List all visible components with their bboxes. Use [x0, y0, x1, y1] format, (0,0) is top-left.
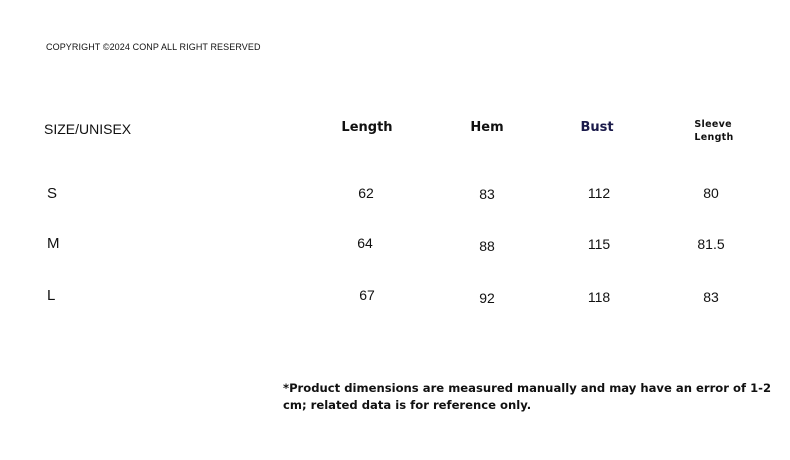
table-cell: 64	[357, 235, 373, 251]
table-cell: 83	[479, 186, 495, 202]
row-size-label: S	[47, 185, 58, 202]
table-cell: 81.5	[697, 236, 725, 252]
table-cell: 118	[587, 289, 611, 305]
length-column-header: Length	[341, 120, 393, 135]
table-cell: 80	[703, 185, 719, 201]
table-cell: 67	[359, 287, 375, 303]
table-cell: 92	[479, 290, 495, 306]
copyright-text: COPYRIGHT ©2024 CONP ALL RIGHT RESERVED	[46, 42, 261, 52]
measurement-disclaimer: *Product dimensions are measured manually and may have an error of 1-2 cm; related data is for reference only.	[283, 381, 772, 412]
table-cell: 62	[358, 185, 374, 201]
table-cell: 112	[587, 185, 611, 201]
row-size-label: L	[47, 287, 56, 304]
bust-column-header: Bust	[580, 120, 614, 135]
hem-column-header: Hem	[470, 120, 504, 135]
size-column-header: SIZE/UNISEX	[44, 121, 132, 137]
sleeve-length-column-header: Sleeve Length	[694, 119, 734, 143]
table-cell: 115	[587, 236, 611, 252]
row-size-label: M	[47, 235, 60, 252]
table-cell: 88	[479, 238, 495, 254]
table-cell: 83	[703, 289, 719, 305]
